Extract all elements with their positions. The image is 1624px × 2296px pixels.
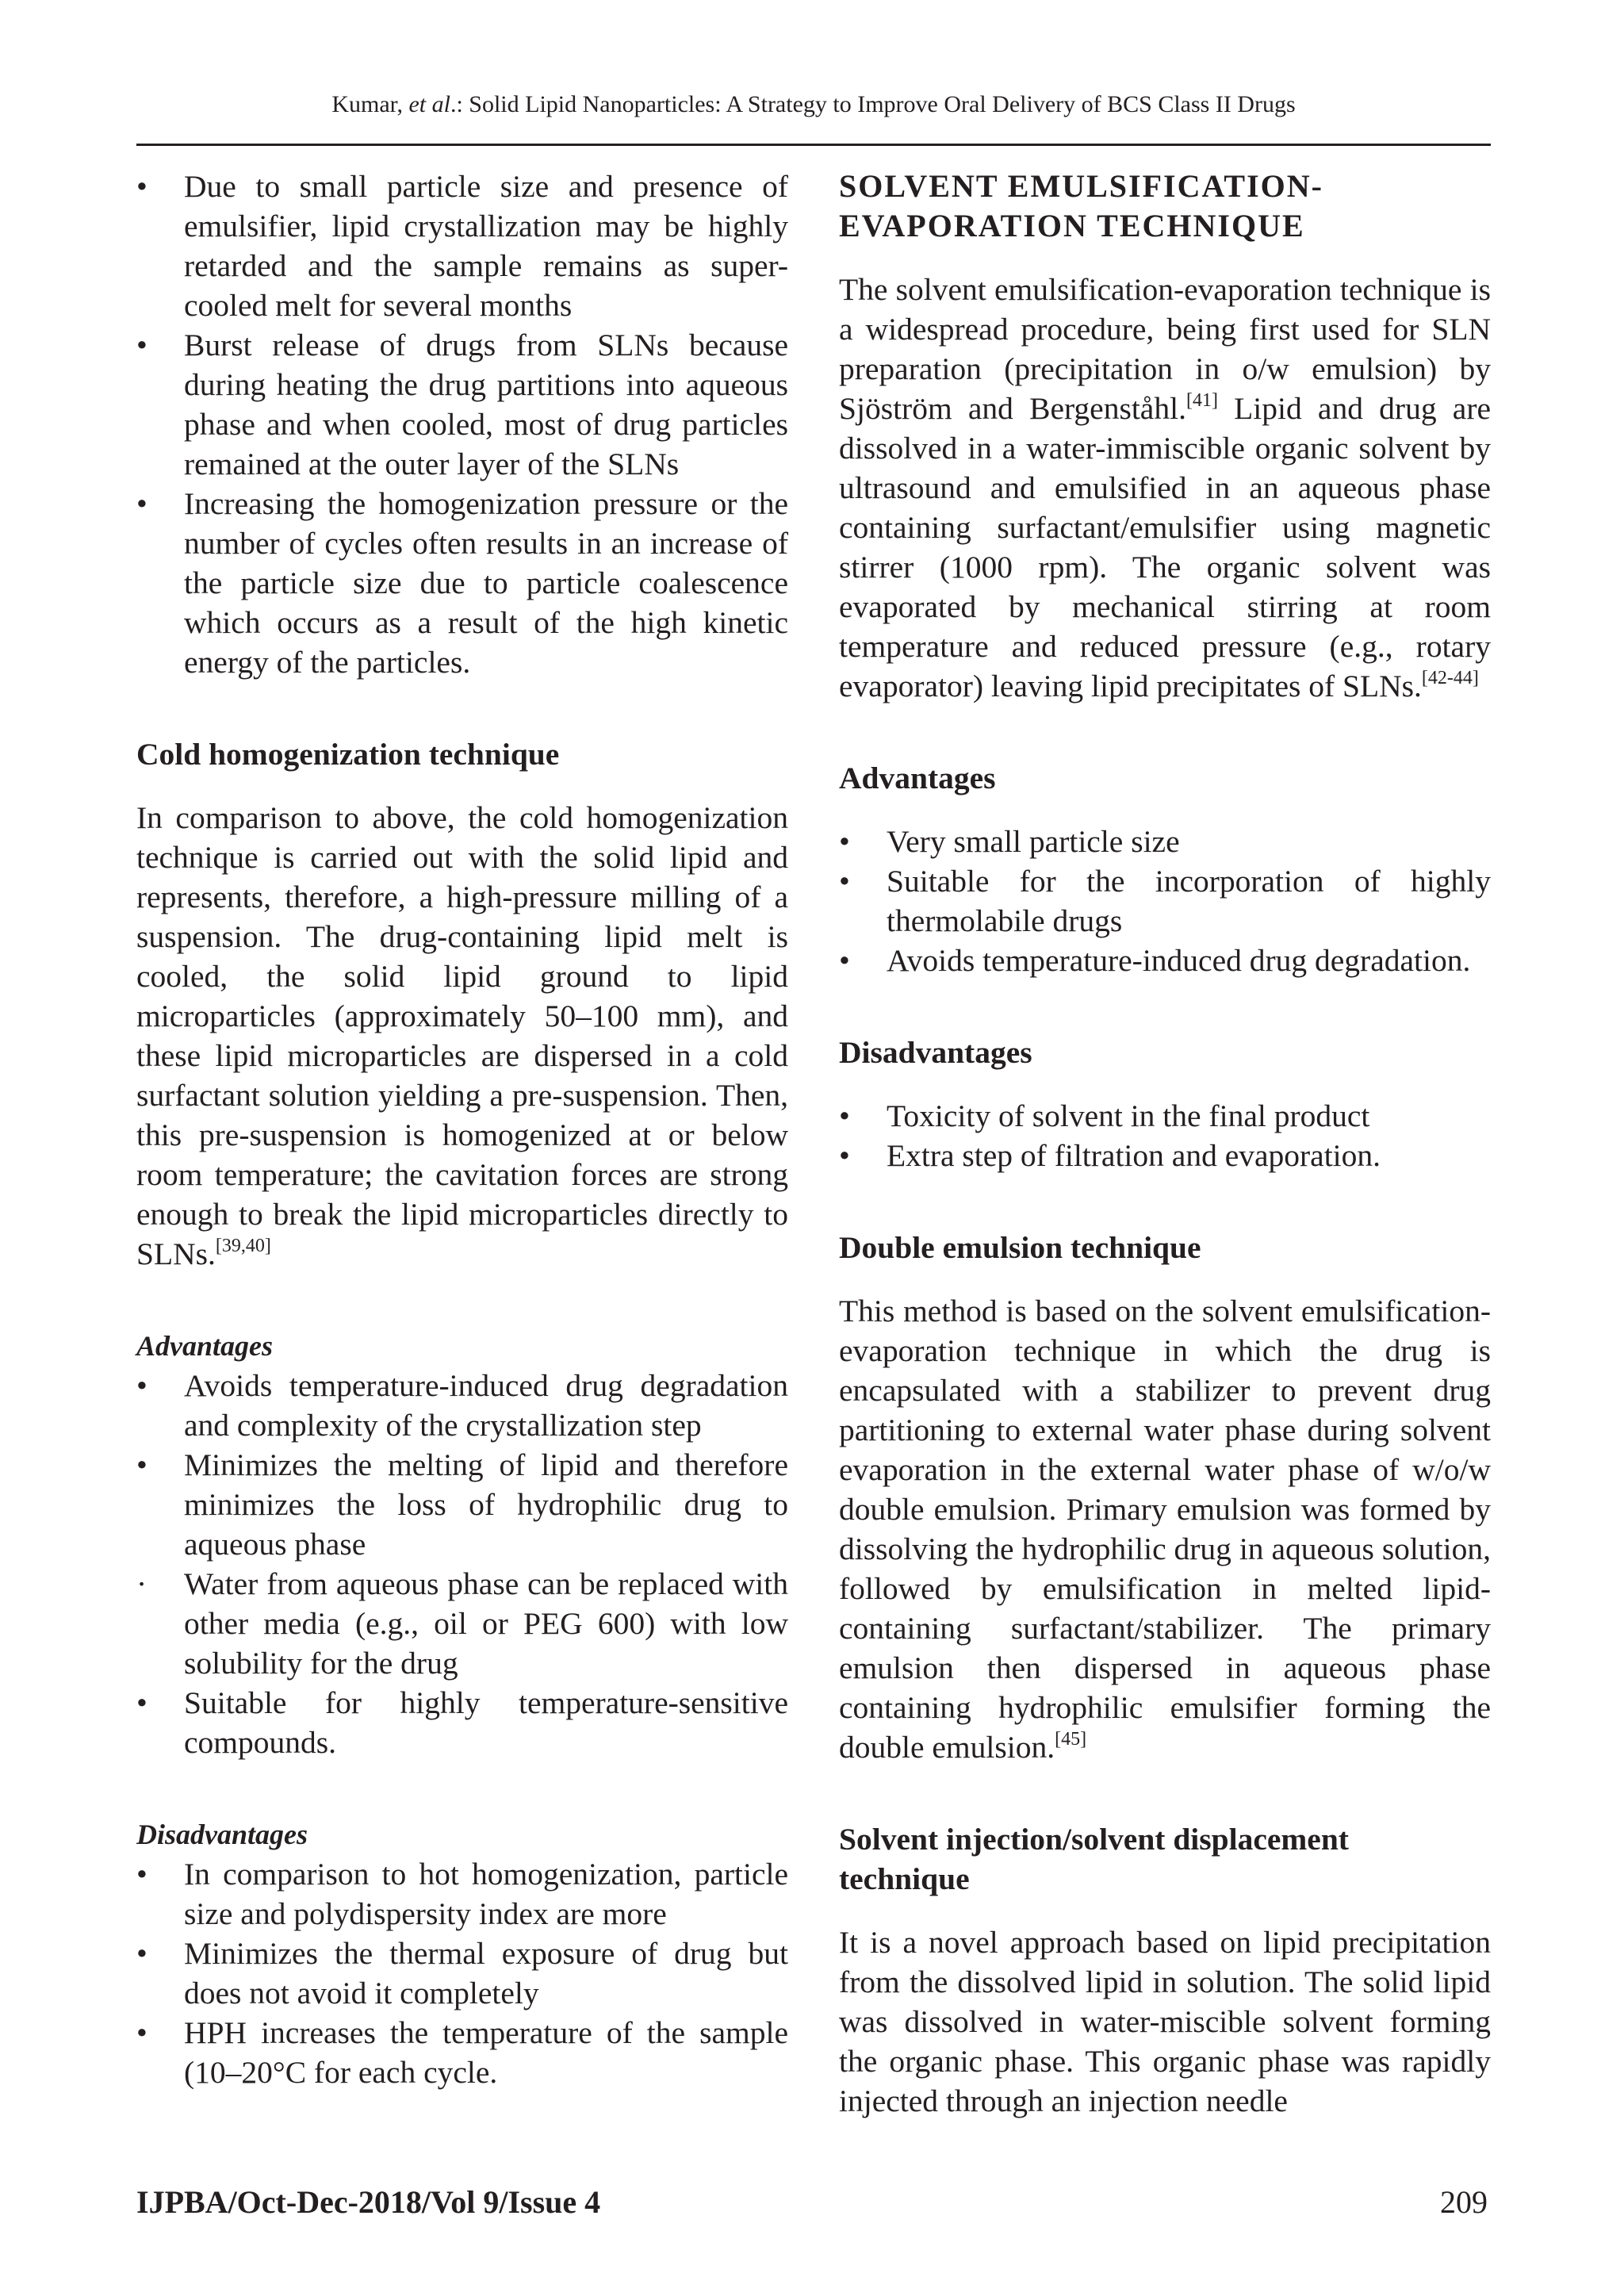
bullet-icon: • <box>839 943 850 978</box>
solvent-emulsification-paragraph: The solvent emulsification-evaporation technique is a widespread procedure, being first used for SLN preparation (precipitation in o/w emulsion) by Sjöström and Bergenståhl.[41] Lipid and drug are dissolved in a water-immiscible organic solvent by ultrasound and emulsified in an aqueous phase containing surfactant/emulsifier using magnetic stirrer (1000 rpm). The organic solvent was evaporated by mechanical stirring at room temperature and reduced pressure (e.g., rotary evaporator) leaving lipid precipitates of SLNs.[42-44] <box>839 272 1492 703</box>
bullet-icon: • <box>839 864 850 899</box>
intro-bullet-list <box>136 167 788 682</box>
right-advantages-list <box>839 822 1491 980</box>
list-item: • Minimizes the thermal exposure of drug but does not avoid it completely <box>136 1934 788 2013</box>
bullet-icon: • <box>136 1857 147 1892</box>
right-disadvantages-list <box>839 1096 1491 1175</box>
bullet-icon: • <box>136 1447 147 1482</box>
list-item: • Due to small particle size and presence of emulsifier, lipid crystallization may be highly retarded and the sample remains as super-cooled melt for several months <box>136 167 788 325</box>
right-column <box>839 167 1491 2121</box>
list-item: • Increasing the homogenization pressure or the number of cycles often results in an increase of the particle size due to particle coalescence which occurs as a result of the high kinetic energy of the particles. <box>136 484 788 682</box>
list-item: · Water from aqueous phase can be replaced with other media (e.g., oil or PEG 600) with low solubility for the drug <box>136 1564 788 1683</box>
bullet-icon: · <box>136 1566 147 1601</box>
header-et-al: et al <box>408 91 450 117</box>
left-disadvantages-heading: Disadvantages <box>136 1819 308 1850</box>
list-item: • Suitable for the incorporation of highly thermolabile drugs <box>839 861 1491 941</box>
left-advantages-list <box>136 1366 788 1762</box>
running-header <box>136 89 1491 121</box>
cold-homogenization-heading: Cold homogenization technique <box>136 737 560 772</box>
solvent-injection-heading: Solvent injection/solvent displacement technique <box>839 1822 1349 1896</box>
bullet-icon: • <box>136 328 147 362</box>
header-title: .: Solid Lipid Nanoparticles: A Strategy to Improve Oral Delivery of BCS Class II Drugs <box>450 91 1296 117</box>
citation: [42-44] <box>1421 668 1479 688</box>
list-item: • Very small particle size <box>839 822 1491 861</box>
left-column <box>136 167 788 2092</box>
page-number: 209 <box>1440 2184 1488 2220</box>
journal-footer: IJPBA/Oct-Dec-2018/Vol 9/Issue 4 <box>136 2184 601 2220</box>
header-authors: Kumar, <box>331 91 409 117</box>
bullet-icon: • <box>136 169 147 204</box>
list-item: • Avoids temperature-induced drug degradation. <box>839 941 1491 980</box>
bullet-icon: • <box>839 824 850 859</box>
section-title: SOLVENT EMULSIFICATION- EVAPORATION TECHNIQUE <box>839 168 1323 243</box>
list-item: • Minimizes the melting of lipid and therefore minimizes the loss of hydrophilic drug to aqueous phase <box>136 1445 788 1564</box>
list-item: • Toxicity of solvent in the final product <box>839 1096 1491 1136</box>
right-advantages-heading: Advantages <box>839 761 996 795</box>
bullet-icon: • <box>136 1685 147 1720</box>
list-item: • HPH increases the temperature of the sample (10–20°C for each cycle. <box>136 2013 788 2092</box>
solvent-injection-paragraph: It is a novel approach based on lipid precipitation from the dissolved lipid in solution. The solid lipid was dissolved in water-miscible solvent forming the organic phase. This organic phase was rapidly injected through an injection needle <box>839 1925 1491 2118</box>
bullet-icon: • <box>136 2015 147 2050</box>
list-item: • In comparison to hot homogenization, particle size and polydispersity index are more <box>136 1854 788 1934</box>
left-advantages-heading: Advantages <box>136 1330 274 1362</box>
list-item: • Extra step of filtration and evaporation. <box>839 1136 1491 1175</box>
cold-homogenization-paragraph: In comparison to above, the cold homogenization technique is carried out with the solid lipid and represents, therefore, a high-pressure milling of a suspension. The drug-containing lipid melt is cooled, the solid lipid ground to lipid microparticles (approximately 50–100 mm), and these lipid microparticles are dispersed in a cold surfactant solution yielding a pre-suspension. Then, this pre-suspension is homogenized at or below room temperature; the cavitation forces are strong enough to break the lipid microparticles directly to SLNs.[39,40] <box>136 800 788 1271</box>
citation: [41] <box>1185 390 1218 411</box>
bullet-icon: • <box>839 1138 850 1173</box>
bullet-icon: • <box>136 1936 147 1971</box>
right-disadvantages-heading: Disadvantages <box>839 1035 1032 1070</box>
citation: [45] <box>1055 1729 1087 1750</box>
bullet-icon: • <box>136 1368 147 1403</box>
citation: [39,40] <box>215 1236 271 1256</box>
bullet-icon: • <box>136 486 147 521</box>
left-disadvantages-list <box>136 1854 788 2092</box>
header-rule <box>136 144 1491 146</box>
bullet-icon: • <box>839 1098 850 1133</box>
list-item: • Suitable for highly temperature-sensitive compounds. <box>136 1683 788 1762</box>
list-item: • Avoids temperature-induced drug degradation and complexity of the crystallization step <box>136 1366 788 1445</box>
list-item: • Burst release of drugs from SLNs because during heating the drug partitions into aqueous phase and when cooled, most of drug particles remained at the outer layer of the SLNs <box>136 325 788 484</box>
double-emulsion-heading: Double emulsion technique <box>839 1230 1201 1265</box>
double-emulsion-paragraph: This method is based on the solvent emulsification-evaporation technique in which the drug is encapsulated with a stabilizer to prevent drug partitioning to external water phase during solvent evaporation in the external water phase of w/o/w double emulsion. Primary emulsion was formed by dissolving the hydrophilic drug in aqueous solution, followed by emulsification in melted lipid-containing surfactant/stabilizer. The primary emulsion then dispersed in aqueous phase containing hydrophilic emulsifier forming the double emulsion.[45] <box>839 1294 1491 1765</box>
